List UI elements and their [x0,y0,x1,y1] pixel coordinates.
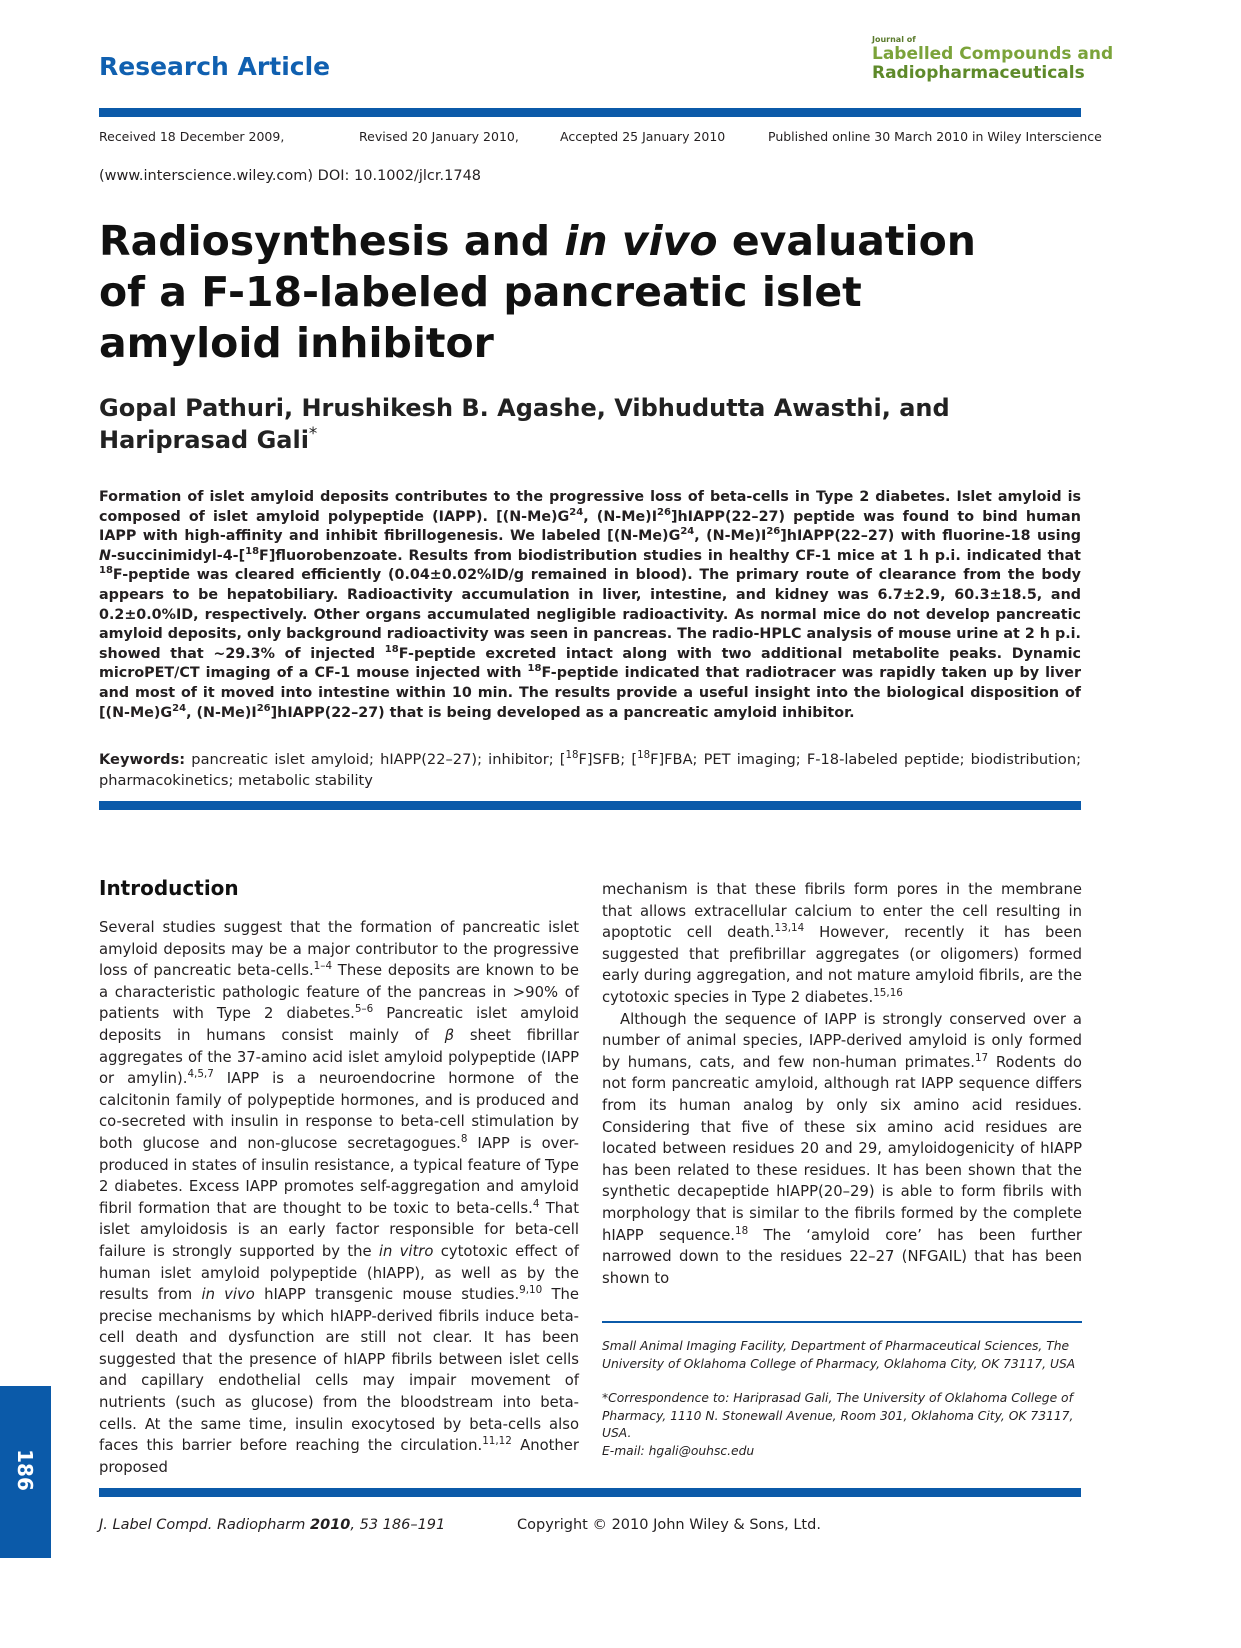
citation-ref: 8 [460,1133,468,1146]
citation-ref: 17 [974,1051,989,1064]
section-label: Research Article [99,52,331,81]
footnote-rule [602,1321,1082,1323]
body-text: Although the sequence of IAPP is strongly conserved over a number of animal species, IAPP-derived amyloid is only formed by humans, cats, and few non-human primates. [602,1010,1082,1071]
doi-line: (www.interscience.wiley.com) DOI: 10.1002/jlcr.1748 [99,168,482,184]
citation-ref: 4,5,7 [187,1068,214,1081]
abstract-text: F]fluorobenzoate. Results from biodistribution studies in healthy CF-1 mice at 1 h p.i. indicated that [259,547,1081,564]
email-line: E-mail: hgali@ouhsc.edu [602,1443,755,1458]
superscript: 18 [637,750,651,762]
copyright-notice: Copyright © 2010 John Wiley & Sons, Ltd. [517,1517,821,1533]
author-names: Gopal Pathuri, Hrushikesh B. Agashe, Vibhudutta Awasthi, and Hariprasad Gali [99,394,950,454]
superscript: 26 [256,702,271,714]
footer-rule [99,1488,1081,1497]
author-list [99,392,999,456]
body-text: The precise mechanisms by which hIAPP-derived fibrils induce beta-cell death and dysfunction are still not clear. It has been suggested that the presence of hIAPP fibrils between islet cells and capillary endothelial cells may impair movement of nutrients (such as glucose) from the bloodstream into beta-cells. At the same time, insulin exocytosed by beta-cells also faces this barrier before reaching the circulation. [99,1286,579,1455]
header-rule [99,108,1081,117]
body-text: cytotoxic effect of human islet amyloid polypeptide (hIAPP), as well as by the results from [99,1242,580,1304]
abstract [99,488,1081,723]
abstract-text: , (N-Me)I [186,704,257,721]
superscript: 18 [384,643,399,655]
section-heading: Introduction [99,876,239,900]
abstract-text: ]hIAPP(22–27) peptide was found to bind human IAPP with high-affinity and inhibit fibrillogenesis. We labeled [(N-Me)G [99,508,1081,545]
accepted-date: Accepted 25 January 2010 [560,129,726,144]
italic-term: in vivo [201,1286,255,1304]
body-paragraph [602,1009,1082,1290]
body-text: The ‘amyloid core’ has been further narrowed down to the residues 22–27 (NFGAIL) that has been shown to [602,1226,1082,1287]
journal-logo [872,35,1114,83]
citation-ref: 5–6 [354,1003,374,1016]
citation-ref: 9,10 [519,1284,543,1297]
body-column-left [99,917,579,1478]
keywords-text: F]SFB; [ [578,751,638,768]
greek-symbol: β [444,1026,455,1044]
citation-ref: 18 [735,1224,749,1237]
journal-citation [99,1517,445,1533]
abstract-rule [99,801,1081,810]
abstract-text: , (N-Me)I [694,528,767,545]
keywords-text: pancreatic islet amyloid; hIAPP(22–27); inhibitor; [ [185,751,566,768]
body-paragraph [99,917,579,1478]
body-paragraph [602,879,1082,1009]
body-text: IAPP is over-produced in states of insulin resistance, a typical feature of Type 2 diabetes. Excess IAPP promotes self-aggregation and amyloid fibril formation that are thought to be toxic to beta-cells. [99,1134,579,1217]
body-text: These deposits are known to be a characteristic pathologic feature of the pancreas in >90% of patients with Type 2 diabetes. [99,962,579,1023]
citation-ref: 13,14 [774,922,805,935]
affiliation-note: Small Animal Imaging Facility, Department of Pharmaceutical Sciences, The University of Oklahoma College of Pharmacy, Oklahoma City, OK 73117, USA [602,1339,1076,1371]
title-part1: Radiosynthesis and [99,217,565,265]
keywords [99,750,1081,791]
body-text: That islet amyloidosis is an early factor responsible for beta-cell failure is strongly supported by the [99,1199,579,1260]
correspondence-text: *Correspondence to: Hariprasad Gali, The University of Oklahoma College of Pharmacy, 1110 N. Stonewall Avenue, Room 301, Oklahoma City, OK 73117, USA. [602,1391,1074,1440]
body-text: Another proposed [99,1437,579,1476]
superscript: 24 [172,702,187,714]
citation-volume-pages: , 53 186–191 [350,1517,446,1533]
superscript: 26 [657,506,671,518]
citation-ref: 11,12 [482,1435,512,1448]
abstract-text: -succinimidyl-4-[ [110,547,246,564]
superscript: 26 [766,526,781,538]
abstract-text: ]hIAPP(22–27) that is being developed as a pancreatic amyloid inhibitor. [270,704,855,721]
keywords-text: F]FBA; PET imaging; F-18-labeled peptide; biodistribution; pharmacokinetics; metabolic stability [99,751,1081,789]
article-title [99,216,999,369]
superscript: 18 [565,750,579,762]
body-text: However, recently it has been suggested that prefibrillar aggregates (or oligomers) formed early during aggregation, and not mature amyloid fibrils, are the cytotoxic species in Type 2 diabetes. [602,924,1083,1006]
abstract-text: ]hIAPP(22–27) with fluorine-18 using [780,528,1081,545]
superscript: 18 [527,663,542,675]
title-part2: evaluation of a F-18-labeled pancreatic islet amyloid inhibitor [99,217,976,367]
body-text: sheet fibrillar aggregates of the 37-amino acid islet amyloid polypeptide (IAPP or amylin). [99,1026,579,1088]
citation-ref: 1–4 [313,960,333,973]
body-text: hIAPP transgenic mouse studies. [254,1286,520,1304]
received-date: Received 18 December 2009, [99,129,285,144]
body-text: mechanism is that these fibrils form pores in the membrane that allows extracellular calcium to enter the cell resulting in apoptotic cell death. [602,881,1082,942]
abstract-text: F-peptide was cleared efficiently (0.04±0.02%ID/g remained in blood). The primary route of clearance from the body appears to be hepatobiliary. Radioactivity accumulation in liver, intestine, and kidney was 6.7±2.9, 60.3±18.5, and 0.2±0.0%ID, respectively. Other organs accumulated negligible radioactivity. As normal mice do not develop pancreatic amyloid deposits, only background radioactivity was seen in pancreas. The radio-HPLC analysis of mouse urine at 2 h p.i. showed that ~29.3% of injected [99,567,1081,662]
body-text: Pancreatic islet amyloid deposits in humans consist mainly of [99,1005,579,1044]
superscript: 24 [680,526,695,538]
abstract-text: F-peptide indicated that radiotracer was rapidly taken up by liver and most of it moved into intestine within 10 min. The results provide a useful insight into the biological disposition of [(N-Me)G [99,665,1081,721]
citation-year: 2010 [310,1517,351,1533]
body-column-right [602,879,1082,1289]
revised-date: Revised 20 January 2010, [359,129,519,144]
italic-term: in vitro [378,1242,434,1260]
abstract-text: Formation of islet amyloid deposits contributes to the progressive loss of beta-cells in Type 2 diabetes. Islet amyloid is composed of islet amyloid polypeptide (IAPP). [(N-Me)G [99,489,1081,525]
superscript: 24 [569,506,584,518]
correspondence-note [602,1390,1082,1460]
journal-logo-line1: Journal of [872,35,916,44]
abstract-italic: N [99,547,111,564]
superscript: 18 [99,565,113,577]
body-text: Rodents do not form pancreatic amyloid, although rat IAPP sequence differs from its human analog by only six amino acid residues. Considering that five of these six amino acid residues are located between residues 20 and 29, amyloidogenicity of hIAPP has been related to these residues. It has been shown that the synthetic decapeptide hIAPP(20–29) is able to form fibrils with morphology that is similar to the fibrils formed by the complete hIAPP sequence. [602,1053,1082,1244]
body-text: IAPP is a neuroendocrine hormone of the calcitonin family of polypeptide hormones, and is produced and co-secreted with insulin in response to beta-cell stimulation by both glucose and non-glucose secretagogues. [99,1070,579,1152]
abstract-text: , (N-Me)I [583,508,658,525]
page-number: 186 [13,1449,37,1491]
corresponding-mark: * [308,423,318,443]
superscript: 18 [245,546,260,558]
body-text: Several studies suggest that the formation of pancreatic islet amyloid deposits may be a major contributor to the progressive loss of pancreatic beta-cells. [99,919,579,980]
abstract-text: F-peptide excreted intact along with two additional metabolite peaks. Dynamic microPET/CT imaging of a CF-1 mouse injected with [99,645,1081,682]
citation-journal: J. Label Compd. Radiopharm [99,1517,311,1533]
citation-ref: 15,16 [873,987,903,1000]
keywords-label: Keywords: [99,751,186,768]
published-date: Published online 30 March 2010 in Wiley Interscience [768,129,1102,144]
journal-logo-line3: Radiopharmaceuticals [872,63,1085,83]
journal-logo-line2: Labelled Compounds and [872,44,1114,64]
title-italic: in vivo [564,217,718,265]
citation-ref: 4 [532,1197,540,1210]
